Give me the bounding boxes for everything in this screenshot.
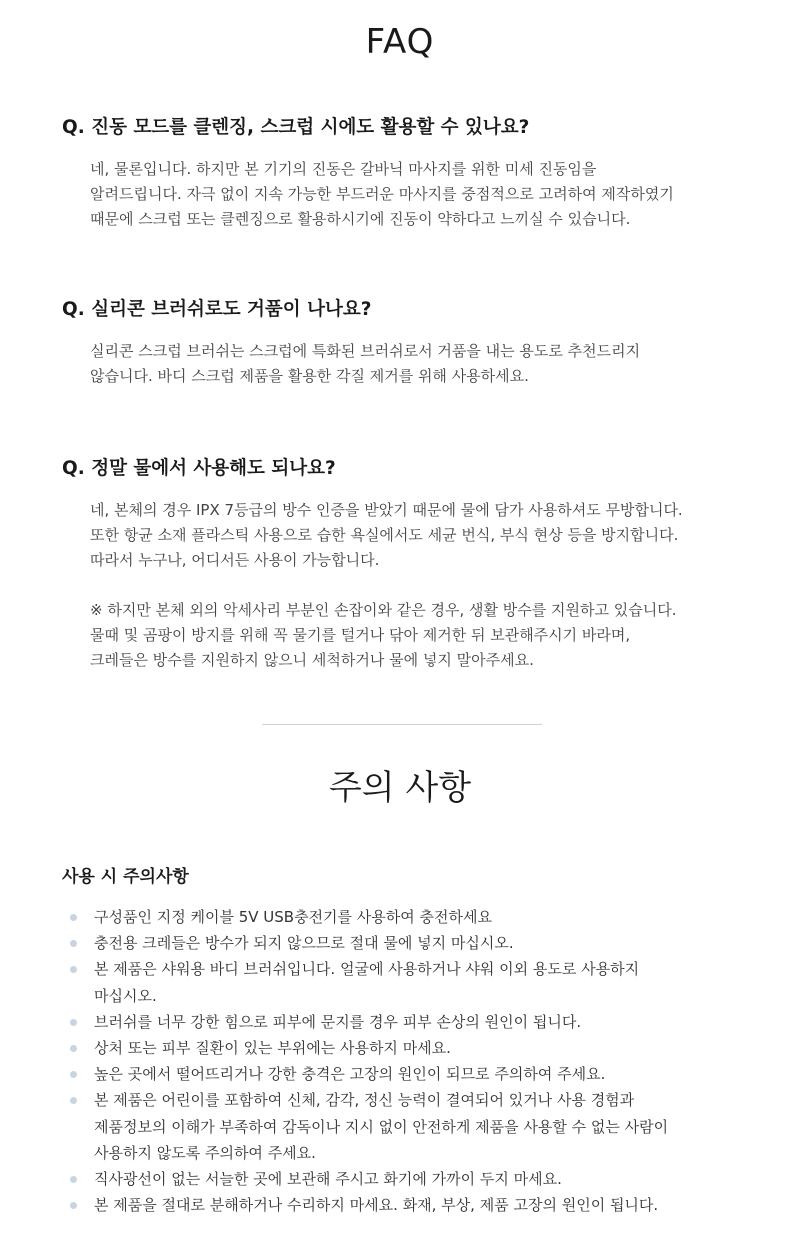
caution-item: [62, 1087, 762, 1166]
faq-answer-line: 따라서 누구나, 어디서든 사용이 가능합니다.: [90, 551, 380, 569]
caution-line: 사용하지 않도록 주의하여 주세요.: [94, 1143, 316, 1162]
caution-subtitle: 사용 시 주의사항: [62, 867, 189, 887]
caution-line: 상처 또는 피부 질환이 있는 부위에는 사용하지 마세요.: [94, 1039, 451, 1058]
faq-answer-line: 또한 항균 소재 플라스틱 사용으로 습한 욕실에서도 세균 번식, 부식 현상 등을 방지합니다.: [90, 526, 679, 544]
caution-line: 제품정보의 이해가 부족하여 감독이나 지시 없이 안전하게 제품을 사용할 수 없는 사람이: [94, 1117, 669, 1136]
faq-question: Q. 진동 모드를 클렌징, 스크럽 시에도 활용할 수 있나요?: [62, 117, 530, 138]
bullet-dot-icon: [70, 940, 77, 947]
bullet-dot-icon: [70, 1019, 77, 1026]
faq-item: [62, 457, 762, 673]
caution-line: 본 제품을 절대로 분해하거나 수리하지 마세요. 화재, 부상, 제품 고장의 원인이 됩니다.: [94, 1196, 659, 1215]
faq-answer-line: 않습니다. 바디 스크럽 제품을 활용한 각질 제거를 위해 사용하세요.: [90, 367, 529, 385]
faq-answer-line: 때문에 스크럽 또는 클렌징으로 활용하시기에 진동이 약하다고 느끼실 수 있습니다.: [90, 210, 631, 228]
bullet-dot-icon: [70, 1071, 77, 1078]
faq-answer: [90, 339, 762, 389]
bullet-dot-icon: [70, 1097, 77, 1104]
caution-line: 본 제품은 어린이를 포함하여 신체, 감각, 정신 능력이 결여되어 있거나 사용 경험과: [94, 1091, 635, 1110]
bullet-dot-icon: [70, 914, 77, 921]
caution-item: [62, 1061, 762, 1087]
faq-answer-line: 알려드립니다. 자극 없이 지속 가능한 부드러운 마사지를 중점적으로 고려하여 제작하였기: [90, 185, 674, 203]
caution-line: 충전용 크레들은 방수가 되지 않으므로 절대 물에 넣지 마십시오.: [94, 934, 514, 953]
caution-item: [62, 930, 762, 956]
caution-item: [62, 1192, 762, 1218]
faq-note-line: ※ 하지만 본체 외의 악세사리 부분인 손잡이와 같은 경우, 생활 방수를 지원하고 있습니다.: [90, 601, 677, 619]
caution-list: [62, 904, 762, 1218]
caution-item: [62, 1009, 762, 1035]
faq-answer: [90, 498, 762, 673]
faq-item: [62, 298, 762, 389]
caution-item: [62, 1166, 762, 1192]
caution-line: 직사광선이 없는 서늘한 곳에 보관해 주시고 화기에 가까이 두지 마세요.: [94, 1170, 562, 1189]
caution-item: [62, 956, 762, 1008]
faq-answer-line: 실리콘 스크럽 브러쉬는 스크럽에 특화된 브러쉬로서 거품을 내는 용도로 추천드리지: [90, 342, 641, 360]
faq-question: Q. 실리콘 브러쉬로도 거품이 나나요?: [62, 299, 372, 320]
bullet-dot-icon: [70, 966, 77, 973]
caution-item: [62, 1035, 762, 1061]
section-divider: [262, 724, 542, 725]
faq-item: [62, 116, 762, 232]
faq-answer-line: 네, 물론입니다. 하지만 본 기기의 진동은 갈바닉 마사지를 위한 미세 진동임을: [90, 160, 597, 178]
faq-answer-line: 네, 본체의 경우 IPX 7등급의 방수 인증을 받았기 때문에 물에 담가 사용하셔도 무방합니다.: [90, 501, 683, 519]
faq-question: Q. 정말 물에서 사용해도 되나요?: [62, 458, 336, 479]
faq-note-line: 물때 및 곰팡이 방지를 위해 꼭 물기를 털거나 닦아 제거한 뒤 보관해주시기 바라며,: [90, 626, 631, 644]
caution-line: 마십시오.: [94, 986, 157, 1005]
bullet-dot-icon: [70, 1202, 77, 1209]
caution-line: 높은 곳에서 떨어뜨리거나 강한 충격은 고장의 원인이 되므로 주의하여 주세요.: [94, 1065, 606, 1084]
caution-item: [62, 904, 762, 930]
bullet-dot-icon: [70, 1045, 77, 1052]
caution-title: 주의 사항: [328, 768, 472, 808]
bullet-dot-icon: [70, 1176, 77, 1183]
faq-title: FAQ: [365, 22, 435, 62]
caution-line: 브러쉬를 너무 강한 힘으로 피부에 문지를 경우 피부 손상의 원인이 됩니다.: [94, 1012, 582, 1031]
faq-note-line: 크레들은 방수를 지원하지 않으니 세척하거나 물에 넣지 말아주세요.: [90, 651, 534, 669]
faq-answer: [90, 157, 762, 232]
caution-line: 구성품인 지정 케이블 5V USB충전기를 사용하여 충전하세요: [94, 908, 492, 926]
caution-line: 본 제품은 샤워용 바디 브러쉬입니다. 얼굴에 사용하거나 샤워 이외 용도로 사용하지: [94, 960, 640, 979]
